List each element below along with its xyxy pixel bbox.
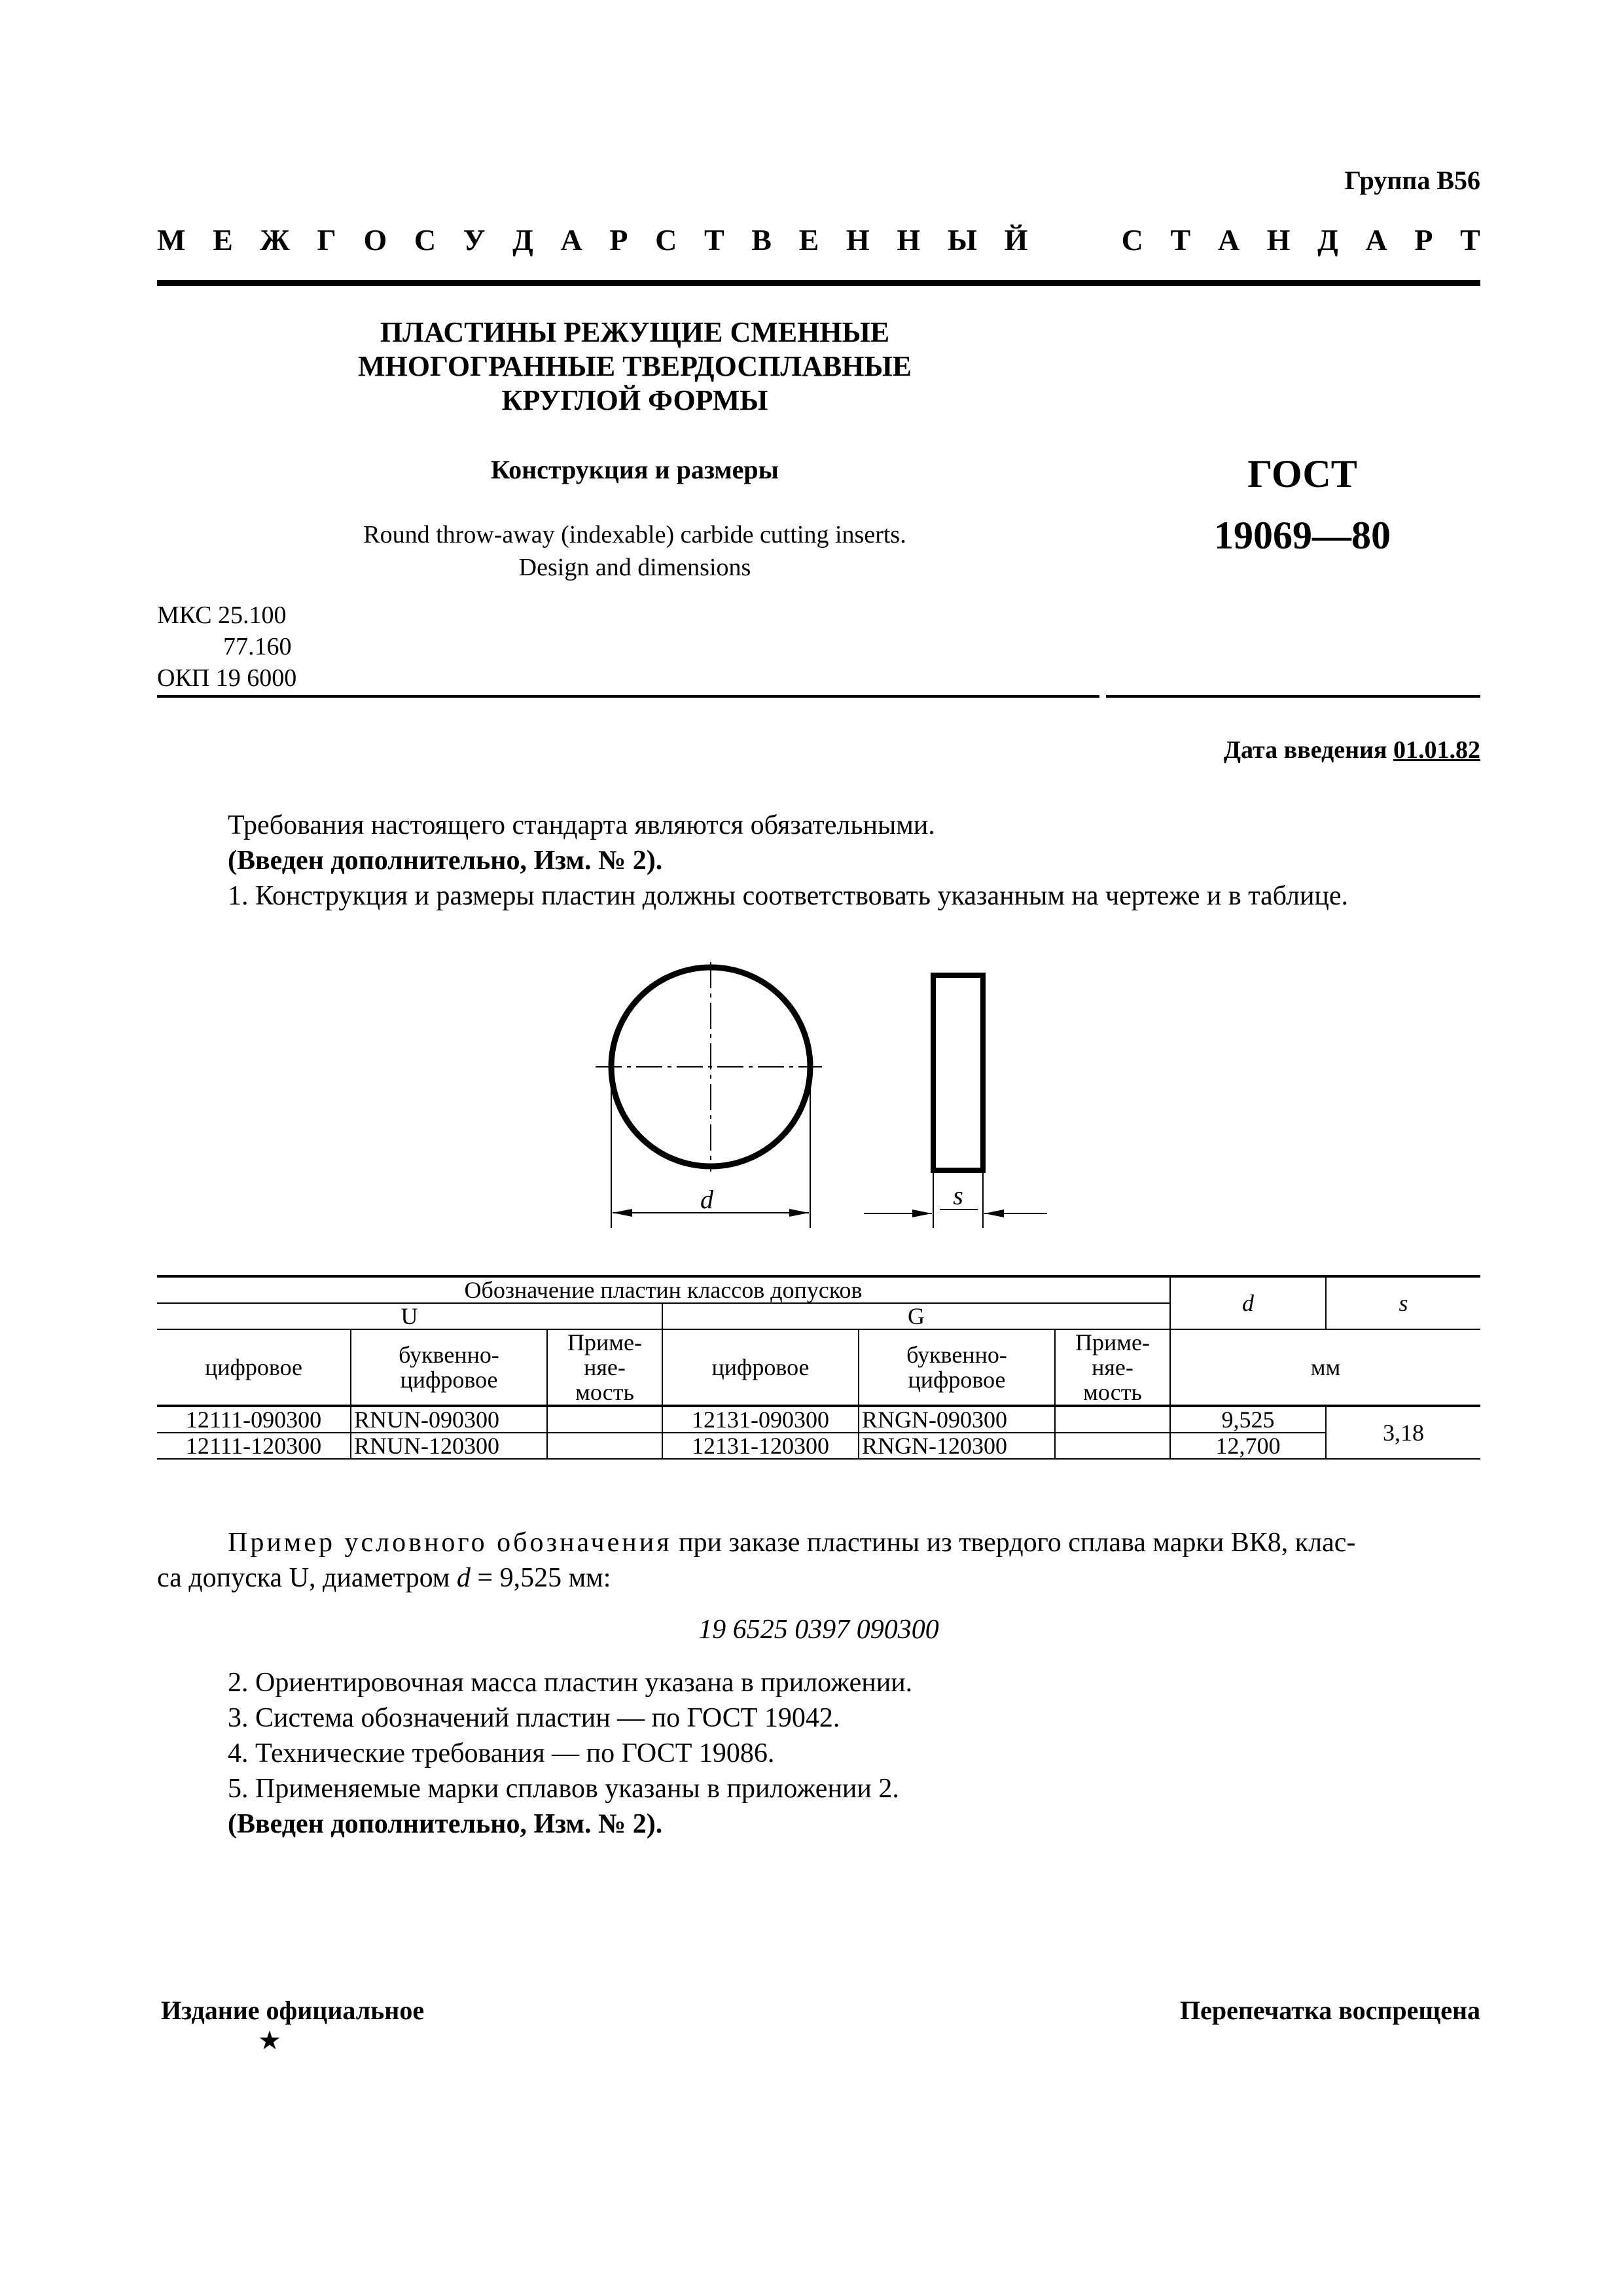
paragraph-2: 2. Ориентировочная масса пластин указана в приложении. <box>228 1668 913 1698</box>
section-rule <box>157 695 1099 698</box>
section-rule <box>1106 695 1480 698</box>
paragraph-1: 1. Конструкция и размеры пластин должны соответствовать указанным на чертеже и в таблице. <box>228 881 1349 911</box>
paragraph-3: 3. Система обозначений пластин — по ГОСТ 19042. <box>228 1703 840 1733</box>
header-unit: мм <box>1170 1329 1480 1406</box>
header-digital: цифровое <box>157 1329 351 1406</box>
dimension-label-d: d <box>700 1185 713 1214</box>
table-row: 12111-120300 RNUN-120300 12131-120300 RNGN-120300 12,700 <box>157 1433 1480 1459</box>
table-row: 12111-090300 RNUN-090300 12131-090300 RNGN-090300 9,525 3,18 <box>157 1406 1480 1433</box>
document-subtitle: Конструкция и размеры <box>491 455 779 484</box>
header-s: s <box>1326 1276 1480 1329</box>
arrow-icon <box>789 1209 809 1217</box>
classification-codes: МКС 25.100 77.160 ОКП 19 6000 <box>157 601 297 692</box>
english-title: Round throw-away (indexable) carbide cutting inserts. Design and dimensions <box>363 521 906 581</box>
s-value: 3,18 <box>1326 1406 1480 1459</box>
reprint-prohibited-note: Перепечатка воспрещена <box>1180 1996 1480 2025</box>
paragraph-4: 4. Технические требования — по ГОСТ 19086. <box>228 1738 775 1768</box>
arrow-icon <box>984 1210 1004 1217</box>
official-edition-note: Издание официальное <box>161 1996 425 2025</box>
paragraph-5: 5. Применяемые марки сплавов указаны в приложении 2. <box>228 1774 899 1804</box>
arrow-icon <box>912 1210 932 1217</box>
introduction-date: Дата введения 01.01.82 <box>1223 736 1480 764</box>
group-code: Группа В56 <box>1344 166 1480 195</box>
amendment-note: (Введен дополнительно, Изм. № 2). <box>228 1809 663 1839</box>
header-usage: Приме- няе- мость <box>1055 1329 1170 1406</box>
header-usage: Приме- няе- мость <box>547 1329 662 1406</box>
paragraph-mandatory: Требования настоящего стандарта являются обязательными. <box>228 810 935 840</box>
header-alnum: буквенно- цифровое <box>859 1329 1055 1406</box>
gost-number: 19069—80 <box>1214 514 1391 557</box>
gost-label: ГОСТ <box>1247 452 1357 495</box>
header-class-u: U <box>157 1303 662 1329</box>
document-title: ПЛАСТИНЫ РЕЖУЩИЕ СМЕННЫЕ МНОГОГРАННЫЕ ТВЕРДОСПЛАВНЫЕ КРУГЛОЙ ФОРМЫ <box>357 316 912 416</box>
header-rule <box>157 280 1480 286</box>
interstate-standard-heading: М Е Ж Г О С У Д А Р С Т В Е Н Н Ы Й С Т А Н Д А Р Т <box>157 223 1480 257</box>
star-icon: ★ <box>258 2026 281 2055</box>
header-d: d <box>1170 1276 1326 1329</box>
arrow-icon <box>613 1209 632 1217</box>
insert-drawing <box>576 949 1060 1237</box>
example-paragraph: Пример условного обозначения при заказе пластины из твердого сплава марки ВК8, клас- са допуска U, диаметром d = 9,525 мм: <box>157 1528 1356 1593</box>
amendment-note: (Введен дополнительно, Изм. № 2). <box>228 846 663 876</box>
example-designation-code: 19 6525 0397 090300 <box>698 1615 939 1645</box>
header-class-g: G <box>662 1303 1170 1329</box>
insert-side-view <box>933 975 983 1170</box>
dimensions-table <box>157 1275 1480 1460</box>
header-alnum: буквенно- цифровое <box>351 1329 547 1406</box>
dimension-label-s: s <box>953 1181 963 1210</box>
header-designation: Обозначение пластин классов допусков <box>157 1276 1170 1303</box>
header-digital: цифровое <box>662 1329 859 1406</box>
